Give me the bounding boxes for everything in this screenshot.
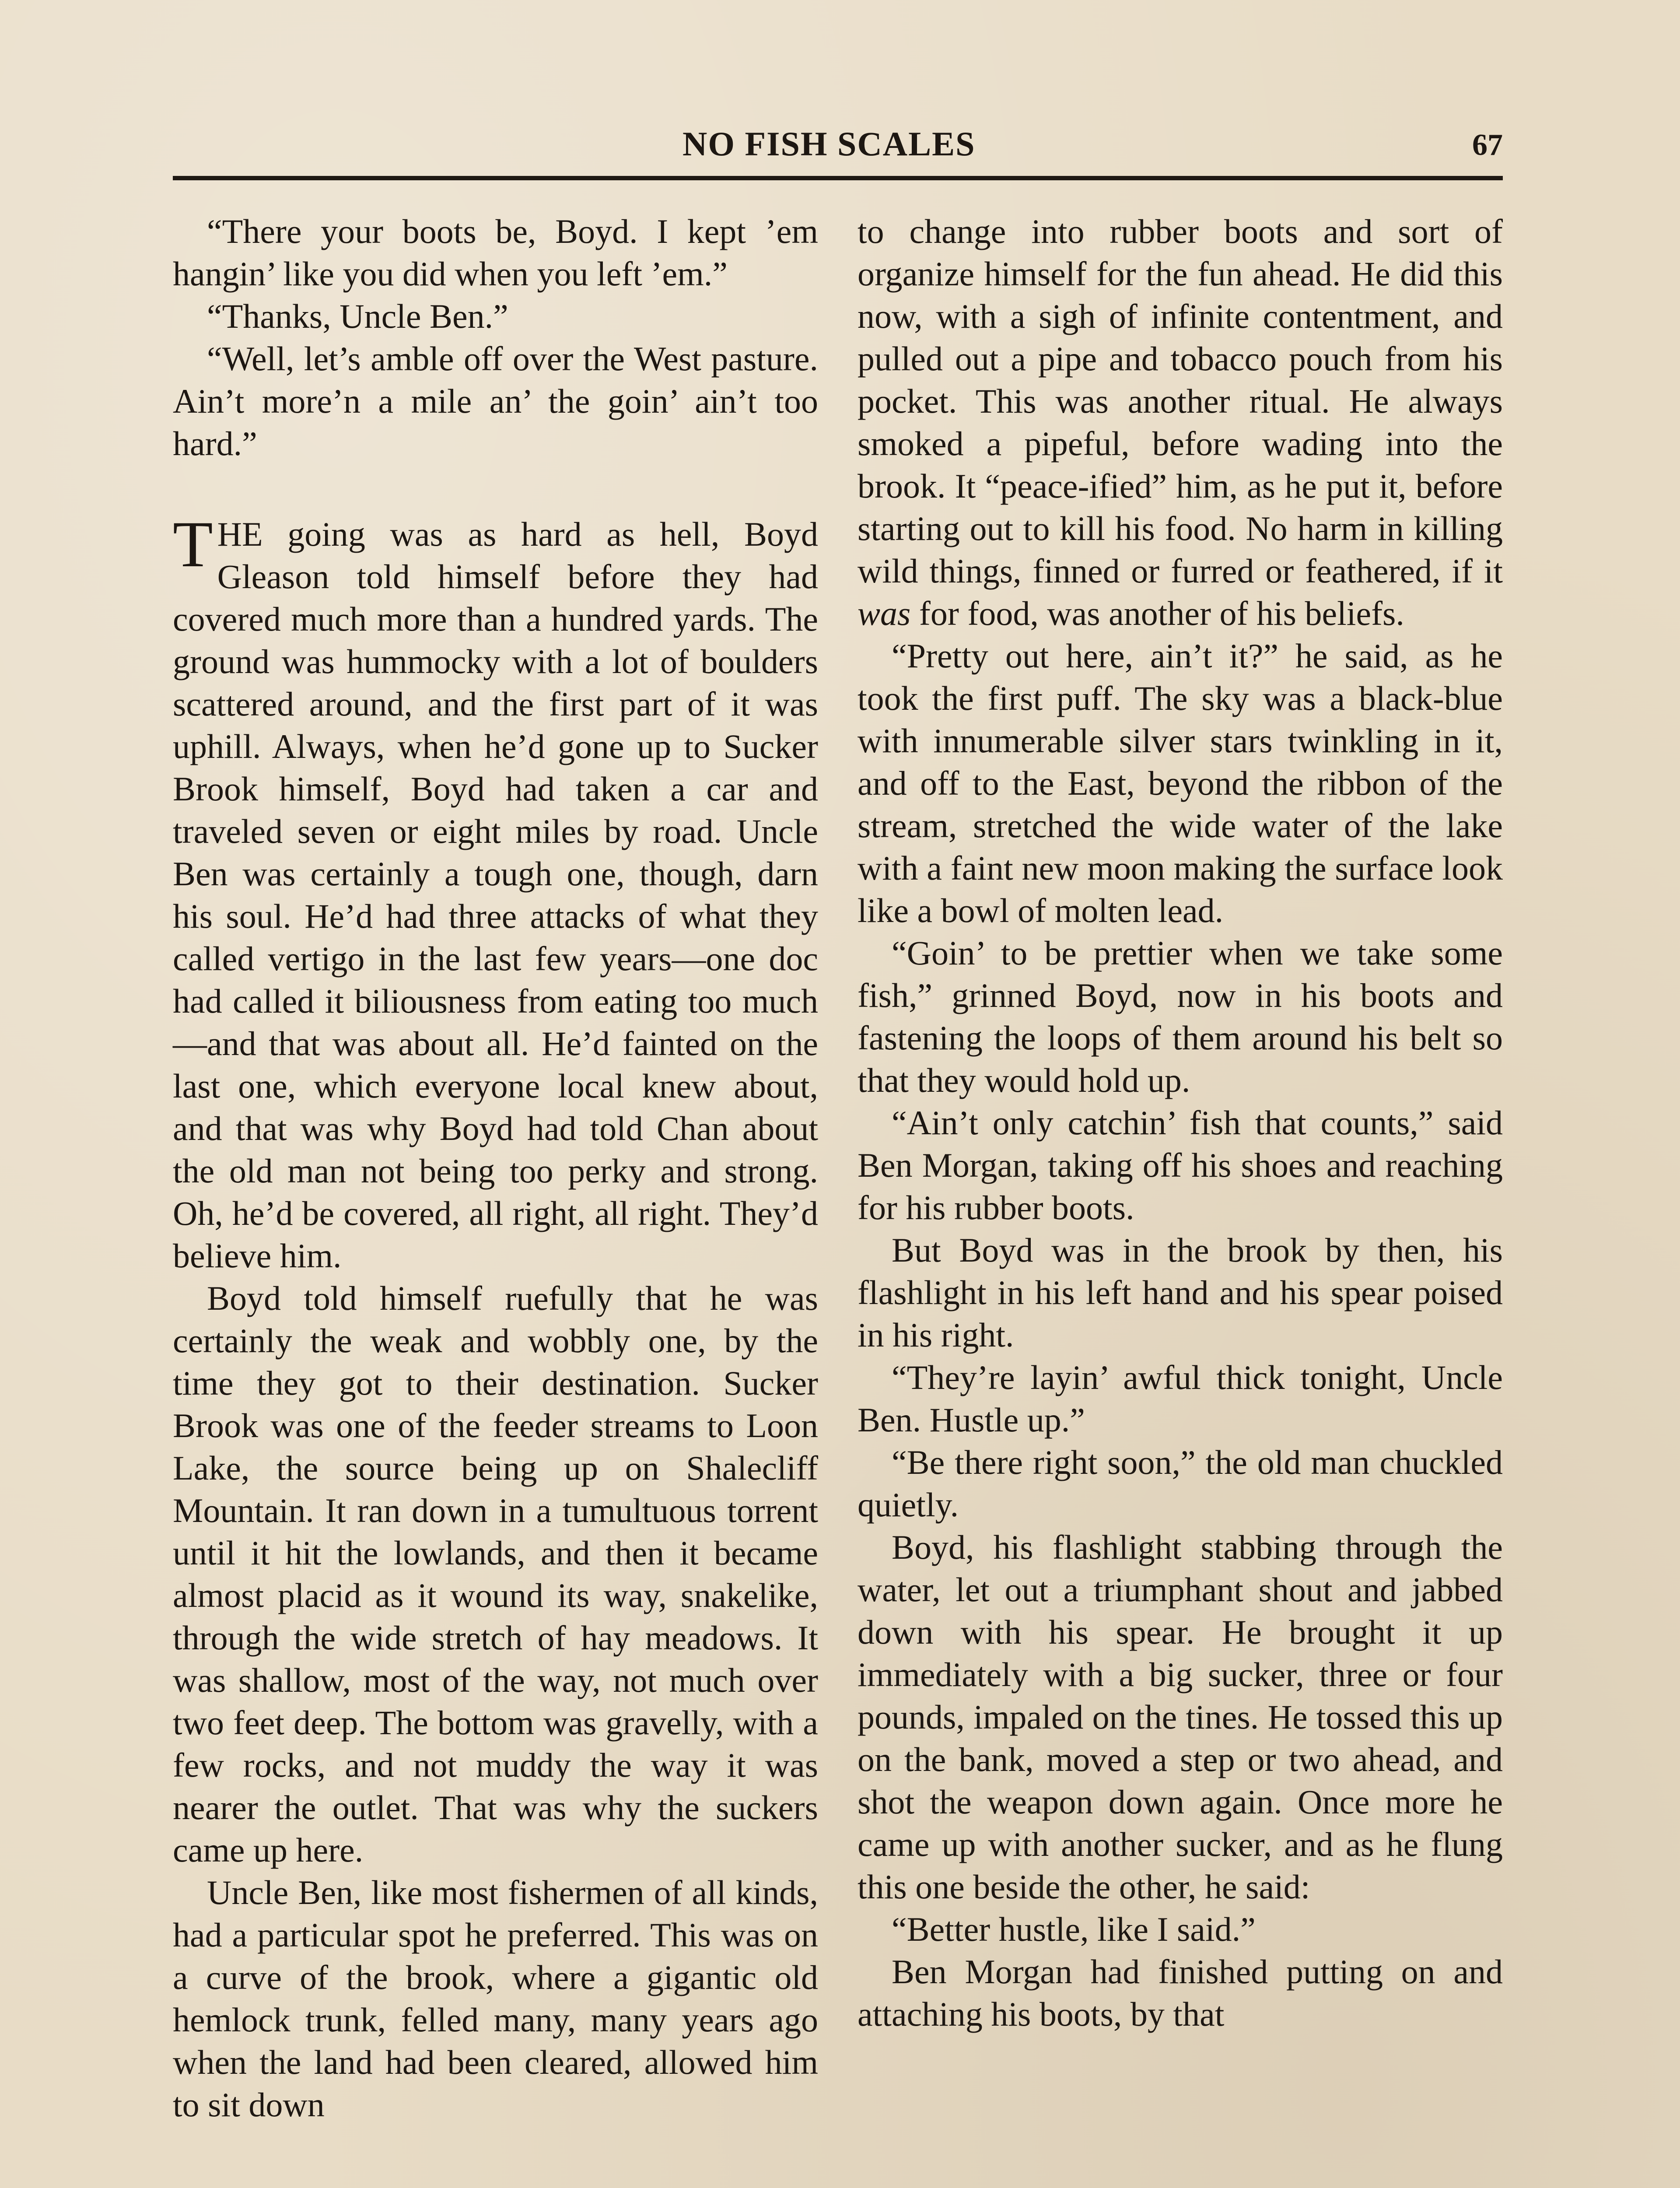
paragraph-text: for food, was another of his beliefs.: [910, 594, 1404, 632]
paragraph: Boyd, his flashlight stabbing through the water, let out a triumphant shout and jabbed down with his spear. He brought it up immediately with a big sucker, three or four pounds, impaled on the tines. He tossed this up on the bank, moved a step or two ahead, and shot the weapon down again. Once more he came up with another sucker, and as he flung this one beside the other, he said:: [858, 1528, 1503, 1906]
emphasis: was: [858, 594, 911, 632]
paragraph: “Pretty out here, ain’t it?” he said, as he took the first puff. The sky was a black-blue with innumerable silver stars twinkling in it, and off to the East, beyond the ribbon of the stream, stretched the wide water of the lake with a faint new moon making the surface look like a bowl of molten lead.: [858, 637, 1503, 929]
right-column: [858, 210, 1503, 2188]
paragraph: “Goin’ to be prettier when we take some fish,” grinned Boyd, now in his boots and fastening the loops of them around his belt so that they would hold up.: [858, 934, 1503, 1099]
paragraph: “There your boots be, Boyd. I kept ’em hangin’ like you did when you left ’em.”: [173, 212, 818, 293]
left-column: [173, 210, 818, 2188]
paragraph: “Well, let’s amble off over the West pasture. Ain’t more’n a mile an’ the goin’ ain’t too hard.”: [173, 340, 818, 463]
paragraph: Uncle Ben, like most fishermen of all kinds, had a particular spot he preferred. This was on a curve of the brook, where a gigantic old hemlock trunk, felled many, many years ago when the land had been cleared, allowed him to sit down: [173, 1873, 818, 2124]
section-opening-paragraph: [173, 508, 818, 1277]
paragraph-text: HE going was as hard as hell, Boyd Gleason told himself before they had covered much more than a hundred yards. The ground was hummocky with a lot of boulders scattered around, and the first part of it was uphill. Always, when he’d gone up to Sucker Brook himself, Boyd had taken a car and traveled seven or eight miles by road. Uncle Ben was certainly a tough one, though, darn his soul. He’d had three attacks of what they called vertigo in the last few years—one doc had called it biliousness from eating too much—and that was about all. He’d fainted on the last one, which everyone local knew about, and that was why Boyd had told Chan about the old man not being too perky and strong. Oh, he’d be covered, all right, all right. They’d believe him.: [173, 515, 818, 1275]
page-number: 67: [1472, 128, 1503, 162]
paragraph: “Better hustle, like I said.”: [892, 1910, 1256, 1948]
running-header: [173, 115, 1503, 180]
paragraph: “Thanks, Uncle Ben.”: [207, 297, 508, 335]
paragraph-text: to change into rubber boots and sort of organize himself for the fun ahead. He did this now, with a sigh of infinite contentment, and pulled out a pipe and tobacco pouch from his pocket. This was another ritual. He always smoked a pipeful, before wading into the brook. It “peace-ified” him, as he put it, before starting out to kill his food. No harm in killing wild things, finned or furred or feathered, if it: [858, 212, 1503, 590]
paragraph: “They’re layin’ awful thick tonight, Uncle Ben. Hustle up.”: [858, 1358, 1503, 1439]
running-title: NO FISH SCALES: [682, 125, 976, 163]
paragraph: [858, 210, 1503, 635]
paragraph: Boyd told himself ruefully that he was certainly the weak and wobbly one, by the time they got to their destination. Sucker Brook was one of the feeder streams to Loon Lake, the source being up on Shalecliff Mountain. It ran down in a tumultuous torrent until it hit the lowlands, and then it became almost placid as it wound its way, snakelike, through the wide stretch of hay meadows. It was shallow, most of the way, not much over two feet deep. The bottom was gravelly, with a few rocks, and not muddy the way it was nearer the outlet. That was why the suckers came up here.: [173, 1279, 818, 1869]
paragraph: “Ain’t only catchin’ fish that counts,” said Ben Morgan, taking off his shoes and reaching for his rubber boots.: [858, 1104, 1503, 1227]
paragraph: But Boyd was in the brook by then, his flashlight in his left hand and his spear poised in his right.: [858, 1231, 1503, 1354]
paragraph: “Be there right soon,” the old man chuckled quietly.: [858, 1443, 1503, 1524]
drop-cap: T: [173, 508, 213, 581]
paragraph: Ben Morgan had finished putting on and attaching his boots, by that: [858, 1953, 1503, 2033]
